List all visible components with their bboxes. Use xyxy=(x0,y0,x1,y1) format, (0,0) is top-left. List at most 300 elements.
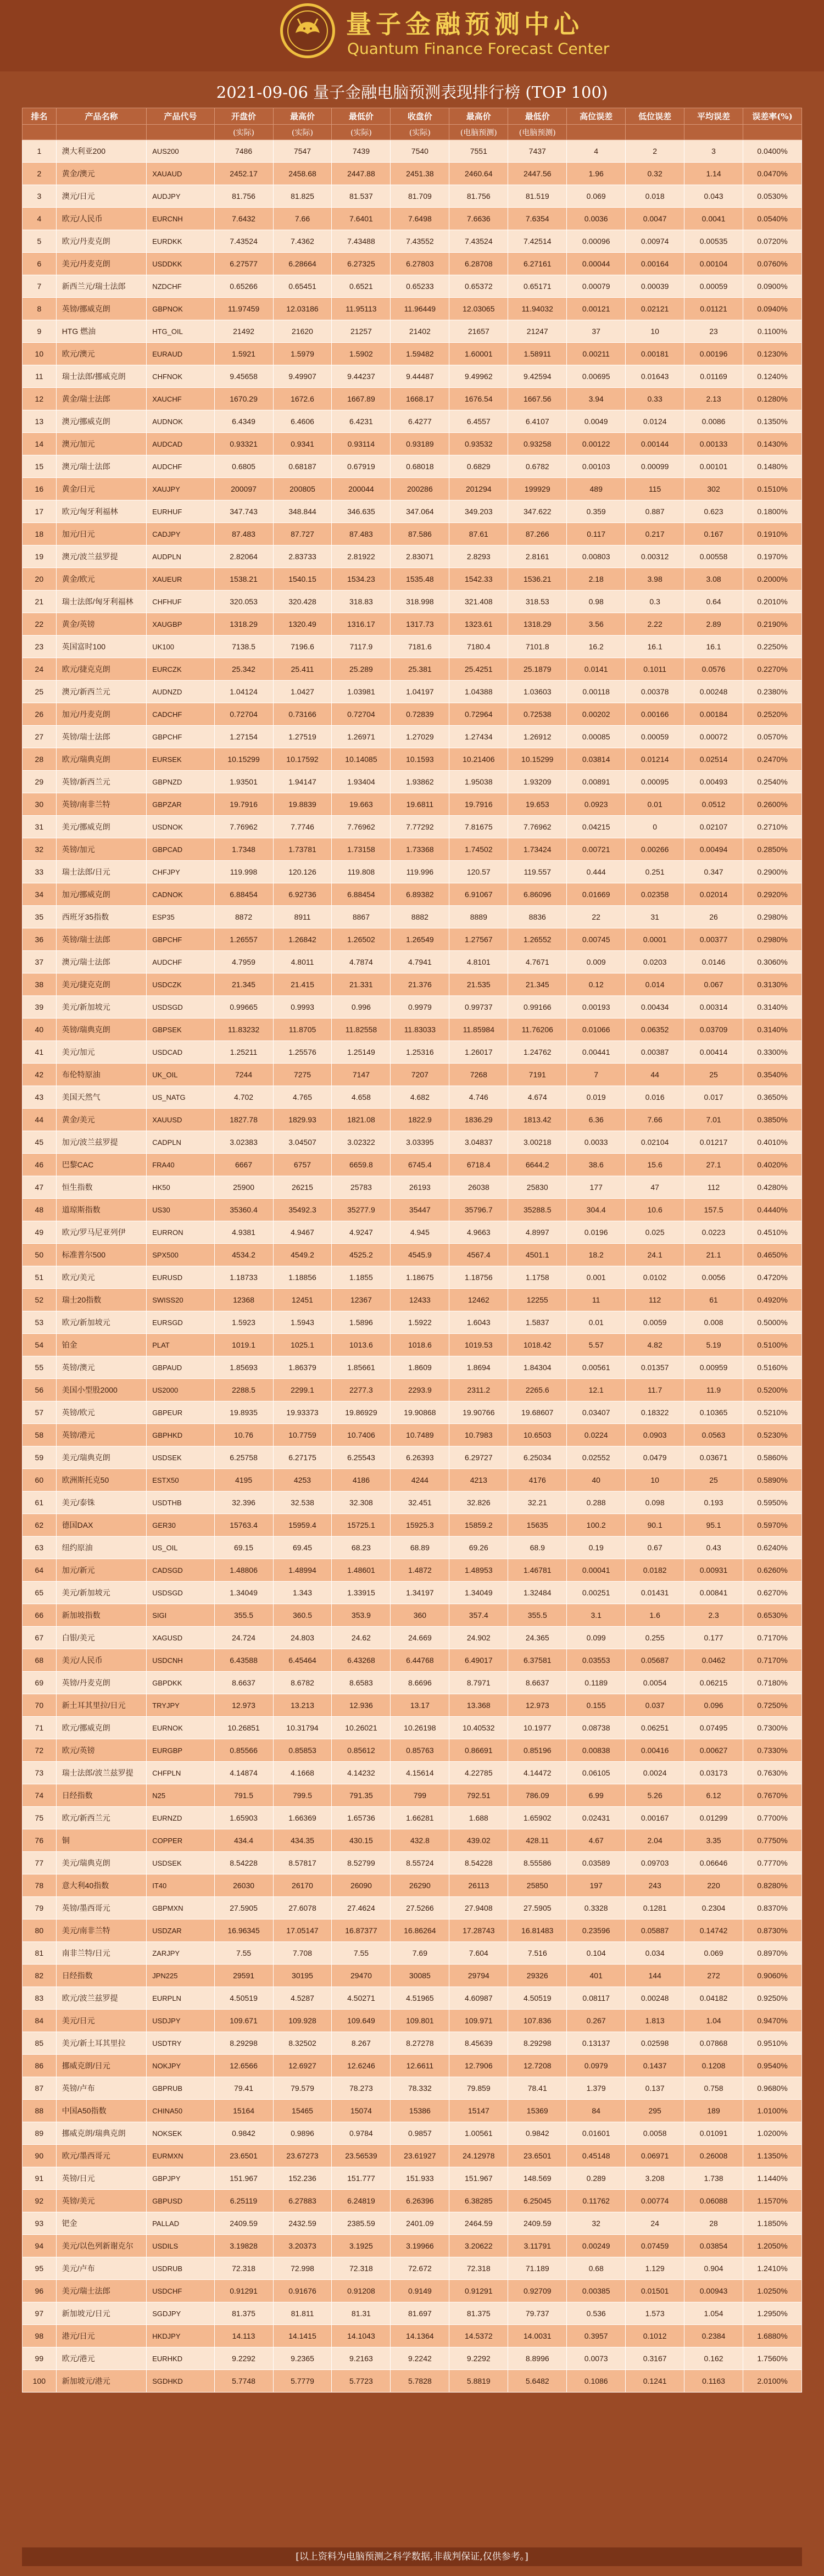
product-name-cell: 澳元/日元 xyxy=(56,185,147,208)
high-error-cell: 0.104 xyxy=(567,1942,626,1965)
high-price-cell: 1.18856 xyxy=(273,1266,332,1289)
forecast-high-cell: 69.26 xyxy=(449,1537,508,1559)
low-error-cell: 24.1 xyxy=(626,1244,684,1266)
table-row xyxy=(23,2055,802,2077)
low-price-cell: 1013.6 xyxy=(332,1334,391,1356)
high-price-cell: 13.213 xyxy=(273,1694,332,1717)
low-error-cell: 0.00095 xyxy=(626,771,684,793)
forecast-high-cell: 6.38285 xyxy=(449,2190,508,2212)
table-row xyxy=(23,1897,802,1920)
forecast-high-cell: 87.61 xyxy=(449,523,508,546)
table-row xyxy=(23,2235,802,2257)
avg-error-cell: 0.00184 xyxy=(684,703,743,726)
open-price-cell: 347.743 xyxy=(214,500,273,523)
column-header: 低位误差 xyxy=(626,108,684,125)
product-code-cell: NOKJPY xyxy=(147,2055,214,2077)
open-price-cell: 6.43588 xyxy=(214,1649,273,1672)
high-error-cell: 4 xyxy=(567,140,626,163)
avg-error-cell: 0.02514 xyxy=(684,748,743,771)
avg-error-cell: 0.1208 xyxy=(684,2055,743,2077)
avg-error-cell: 0.07868 xyxy=(684,2032,743,2055)
error-rate-cell: 0.3140% xyxy=(743,1019,802,1041)
high-price-cell: 21620 xyxy=(273,320,332,343)
low-error-cell: 10.6 xyxy=(626,1199,684,1221)
rank-cell: 59 xyxy=(23,1446,57,1469)
avg-error-cell: 0.14742 xyxy=(684,1920,743,1942)
forecast-low-cell: 0.9842 xyxy=(508,2122,567,2145)
low-error-cell: 0.18322 xyxy=(626,1401,684,1424)
table-row xyxy=(23,1739,802,1762)
avg-error-cell: 25 xyxy=(684,1064,743,1086)
table-row xyxy=(23,568,802,591)
close-price-cell: 799 xyxy=(391,1784,449,1807)
avg-error-cell: 0.0563 xyxy=(684,1424,743,1446)
open-price-cell: 320.053 xyxy=(214,591,273,613)
product-code-cell: SGDHKD xyxy=(147,2370,214,2393)
product-name-cell: 澳元/挪威克朗 xyxy=(56,410,147,433)
avg-error-cell: 0.0056 xyxy=(684,1266,743,1289)
table-row xyxy=(23,2280,802,2302)
product-name-cell: 美元/人民币 xyxy=(56,1649,147,1672)
high-error-cell: 0.01601 xyxy=(567,2122,626,2145)
low-error-cell: 2.04 xyxy=(626,1829,684,1852)
forecast-high-cell: 4.9663 xyxy=(449,1221,508,1244)
high-price-cell: 1540.15 xyxy=(273,568,332,591)
product-code-cell: GBPCAD xyxy=(147,838,214,861)
product-name-cell: 英镑/欧元 xyxy=(56,1401,147,1424)
rank-cell: 43 xyxy=(23,1086,57,1109)
high-error-cell: 32 xyxy=(567,2212,626,2235)
low-error-cell: 0.06251 xyxy=(626,1717,684,1739)
avg-error-cell: 28 xyxy=(684,2212,743,2235)
close-price-cell: 9.2242 xyxy=(391,2347,449,2370)
forecast-low-cell: 15369 xyxy=(508,2100,567,2122)
rank-cell: 70 xyxy=(23,1694,57,1717)
avg-error-cell: 0.0086 xyxy=(684,410,743,433)
rank-cell: 23 xyxy=(23,636,57,658)
low-error-cell: 0.00974 xyxy=(626,230,684,253)
high-price-cell: 4.9467 xyxy=(273,1221,332,1244)
forecast-high-cell: 6.28708 xyxy=(449,253,508,275)
error-rate-cell: 0.1910% xyxy=(743,523,802,546)
product-code-cell: TRYJPY xyxy=(147,1694,214,1717)
low-price-cell: 353.9 xyxy=(332,1604,391,1627)
high-error-cell: 0.00202 xyxy=(567,703,626,726)
high-price-cell: 1.25576 xyxy=(273,1041,332,1064)
low-error-cell: 0.00059 xyxy=(626,726,684,748)
avg-error-cell: 0.00931 xyxy=(684,1559,743,1582)
forecast-high-cell: 2311.2 xyxy=(449,1379,508,1401)
rank-cell: 53 xyxy=(23,1311,57,1334)
rank-cell: 34 xyxy=(23,883,57,906)
forecast-high-cell: 1.18756 xyxy=(449,1266,508,1289)
close-price-cell: 10.26198 xyxy=(391,1717,449,1739)
forecast-high-cell: 7.43524 xyxy=(449,230,508,253)
close-price-cell: 81.697 xyxy=(391,2302,449,2325)
avg-error-cell: 0.01217 xyxy=(684,1131,743,1154)
product-code-cell: UK100 xyxy=(147,636,214,658)
error-rate-cell: 0.5230% xyxy=(743,1424,802,1446)
close-price-cell: 2293.9 xyxy=(391,1379,449,1401)
close-price-cell: 19.6811 xyxy=(391,793,449,816)
product-name-cell: 挪威克朗/瑞典克朗 xyxy=(56,2122,147,2145)
logo xyxy=(280,3,335,58)
forecast-low-cell: 7191 xyxy=(508,1064,567,1086)
avg-error-cell: 0.00104 xyxy=(684,253,743,275)
forecast-low-cell: 355.5 xyxy=(508,1604,567,1627)
high-price-cell: 8911 xyxy=(273,906,332,928)
error-rate-cell: 1.1570% xyxy=(743,2190,802,2212)
rank-cell: 64 xyxy=(23,1559,57,1582)
avg-error-cell: 0.06215 xyxy=(684,1672,743,1694)
high-error-cell: 0.0036 xyxy=(567,208,626,230)
high-error-cell: 0.0033 xyxy=(567,1131,626,1154)
table-row xyxy=(23,163,802,185)
table-row xyxy=(23,298,802,320)
table-row xyxy=(23,906,802,928)
close-price-cell: 9.44487 xyxy=(391,365,449,388)
low-price-cell: 7.43488 xyxy=(332,230,391,253)
avg-error-cell: 27.1 xyxy=(684,1154,743,1176)
low-price-cell: 21.331 xyxy=(332,973,391,996)
close-price-cell: 1.73368 xyxy=(391,838,449,861)
low-price-cell: 87.483 xyxy=(332,523,391,546)
forecast-low-cell: 0.65171 xyxy=(508,275,567,298)
product-code-cell: USDCNH xyxy=(147,1649,214,1672)
forecast-low-cell: 35288.5 xyxy=(508,1199,567,1221)
low-error-cell: 0.251 xyxy=(626,861,684,883)
high-price-cell: 35492.3 xyxy=(273,1199,332,1221)
forecast-high-cell: 27.9408 xyxy=(449,1897,508,1920)
low-price-cell: 26090 xyxy=(332,1874,391,1897)
error-rate-cell: 0.4440% xyxy=(743,1199,802,1221)
product-name-cell: 加元/新元 xyxy=(56,1559,147,1582)
product-name-cell: 英镑/挪威克朗 xyxy=(56,298,147,320)
open-price-cell: 25.342 xyxy=(214,658,273,681)
table-row xyxy=(23,1762,802,1784)
high-price-cell: 3.20373 xyxy=(273,2235,332,2257)
low-error-cell: 1.573 xyxy=(626,2302,684,2325)
low-error-cell: 0.00434 xyxy=(626,996,684,1019)
table-row xyxy=(23,365,802,388)
high-error-cell: 0.3957 xyxy=(567,2325,626,2347)
avg-error-cell: 220 xyxy=(684,1874,743,1897)
forecast-high-cell: 357.4 xyxy=(449,1604,508,1627)
product-code-cell: ESP35 xyxy=(147,906,214,928)
forecast-low-cell: 0.72538 xyxy=(508,703,567,726)
product-name-cell: 美元/日元 xyxy=(56,2010,147,2032)
close-price-cell: 1.26549 xyxy=(391,928,449,951)
forecast-high-cell: 21657 xyxy=(449,320,508,343)
error-rate-cell: 0.6270% xyxy=(743,1582,802,1604)
forecast-low-cell: 2.8161 xyxy=(508,546,567,568)
rank-cell: 77 xyxy=(23,1852,57,1874)
low-price-cell: 1.1855 xyxy=(332,1266,391,1289)
product-code-cell: GBPHKD xyxy=(147,1424,214,1446)
low-error-cell: 0.06971 xyxy=(626,2145,684,2167)
error-rate-cell: 0.1510% xyxy=(743,478,802,500)
forecast-low-cell: 15635 xyxy=(508,1514,567,1537)
rank-cell: 7 xyxy=(23,275,57,298)
error-rate-cell: 0.5890% xyxy=(743,1469,802,1492)
forecast-low-cell: 6.37581 xyxy=(508,1649,567,1672)
close-price-cell: 1.34197 xyxy=(391,1582,449,1604)
forecast-high-cell: 72.318 xyxy=(449,2257,508,2280)
forecast-low-cell: 9.42594 xyxy=(508,365,567,388)
close-price-cell: 4545.9 xyxy=(391,1244,449,1266)
rank-cell: 90 xyxy=(23,2145,57,2167)
low-price-cell: 4186 xyxy=(332,1469,391,1492)
column-header: 最低价 xyxy=(332,108,391,125)
rank-cell: 93 xyxy=(23,2212,57,2235)
product-code-cell: EURUSD xyxy=(147,1266,214,1289)
close-price-cell: 87.586 xyxy=(391,523,449,546)
close-price-cell: 1.59482 xyxy=(391,343,449,365)
product-name-cell: 新西兰元/瑞士法郎 xyxy=(56,275,147,298)
rank-cell: 74 xyxy=(23,1784,57,1807)
high-price-cell: 1672.6 xyxy=(273,388,332,410)
column-header: 产品代号 xyxy=(147,108,214,125)
product-name-cell: 瑞士20指数 xyxy=(56,1289,147,1311)
product-name-cell: 澳元/新西兰元 xyxy=(56,681,147,703)
product-name-cell: HTG 燃油 xyxy=(56,320,147,343)
forecast-high-cell: 15147 xyxy=(449,2100,508,2122)
high-price-cell: 0.9341 xyxy=(273,433,332,455)
table-row xyxy=(23,455,802,478)
avg-error-cell: 26 xyxy=(684,906,743,928)
product-name-cell: 美元/卢布 xyxy=(56,2257,147,2280)
high-price-cell: 8.32502 xyxy=(273,2032,332,2055)
high-error-cell: 0.00122 xyxy=(567,433,626,455)
forecast-low-cell: 7.76962 xyxy=(508,816,567,838)
avg-error-cell: 0.00101 xyxy=(684,455,743,478)
low-price-cell: 9.44237 xyxy=(332,365,391,388)
open-price-cell: 6.88454 xyxy=(214,883,273,906)
rank-cell: 45 xyxy=(23,1131,57,1154)
table-row xyxy=(23,1221,802,1244)
low-price-cell: 791.35 xyxy=(332,1784,391,1807)
product-name-cell: 美国天然气 xyxy=(56,1086,147,1109)
table-row xyxy=(23,500,802,523)
error-rate-cell: 0.1280% xyxy=(743,388,802,410)
avg-error-cell: 0.2384 xyxy=(684,2325,743,2347)
rank-cell: 96 xyxy=(23,2280,57,2302)
open-price-cell: 69.15 xyxy=(214,1537,273,1559)
forecast-high-cell: 7.6636 xyxy=(449,208,508,230)
table-row xyxy=(23,748,802,771)
error-rate-cell: 0.0940% xyxy=(743,298,802,320)
product-name-cell: 日经指数 xyxy=(56,1965,147,1987)
low-error-cell: 0.137 xyxy=(626,2077,684,2100)
table-row xyxy=(23,2325,802,2347)
rank-cell: 19 xyxy=(23,546,57,568)
open-price-cell: 7486 xyxy=(214,140,273,163)
high-error-cell: 0.0049 xyxy=(567,410,626,433)
low-error-cell: 0.05887 xyxy=(626,1920,684,1942)
error-rate-cell: 0.3300% xyxy=(743,1041,802,1064)
low-price-cell: 10.26021 xyxy=(332,1717,391,1739)
open-price-cell: 8872 xyxy=(214,906,273,928)
low-error-cell: 0.02121 xyxy=(626,298,684,320)
product-code-cell: GBPCHF xyxy=(147,726,214,748)
low-price-cell: 7439 xyxy=(332,140,391,163)
high-error-cell: 0.02431 xyxy=(567,1807,626,1829)
open-price-cell: 791.5 xyxy=(214,1784,273,1807)
product-code-cell: USDILS xyxy=(147,2235,214,2257)
rank-cell: 81 xyxy=(23,1942,57,1965)
product-code-cell: USDCHF xyxy=(147,2280,214,2302)
open-price-cell: 1.7348 xyxy=(214,838,273,861)
error-rate-cell: 0.5100% xyxy=(743,1334,802,1356)
forecast-low-cell: 199929 xyxy=(508,478,567,500)
error-rate-cell: 0.1350% xyxy=(743,410,802,433)
low-error-cell: 15.6 xyxy=(626,1154,684,1176)
rank-cell: 54 xyxy=(23,1334,57,1356)
open-price-cell: 4.7959 xyxy=(214,951,273,973)
high-error-cell: 0.099 xyxy=(567,1627,626,1649)
forecast-high-cell: 4213 xyxy=(449,1469,508,1492)
rank-cell: 98 xyxy=(23,2325,57,2347)
product-code-cell: NOKSEK xyxy=(147,2122,214,2145)
low-error-cell: 0.01431 xyxy=(626,1582,684,1604)
error-rate-cell: 0.8280% xyxy=(743,1874,802,1897)
low-error-cell: 0.098 xyxy=(626,1492,684,1514)
close-price-cell: 6.27803 xyxy=(391,253,449,275)
table-row xyxy=(23,388,802,410)
close-price-cell: 0.85763 xyxy=(391,1739,449,1762)
high-price-cell: 1.94147 xyxy=(273,771,332,793)
avg-error-cell: 0.00494 xyxy=(684,838,743,861)
open-price-cell: 0.9842 xyxy=(214,2122,273,2145)
forecast-low-cell: 4.14472 xyxy=(508,1762,567,1784)
product-name-cell: 欧元/新加坡元 xyxy=(56,1311,147,1334)
error-rate-cell: 0.1430% xyxy=(743,433,802,455)
avg-error-cell: 189 xyxy=(684,2100,743,2122)
forecast-low-cell: 4.50519 xyxy=(508,1987,567,2010)
product-code-cell: EURNZD xyxy=(147,1807,214,1829)
error-rate-cell: 0.2000% xyxy=(743,568,802,591)
product-name-cell: 西班牙35指数 xyxy=(56,906,147,928)
product-name-cell: 澳大利亚200 xyxy=(56,140,147,163)
close-price-cell: 1.04197 xyxy=(391,681,449,703)
high-price-cell: 81.811 xyxy=(273,2302,332,2325)
high-price-cell: 9.49907 xyxy=(273,365,332,388)
low-price-cell: 1534.23 xyxy=(332,568,391,591)
open-price-cell: 3.02383 xyxy=(214,1131,273,1154)
table-row xyxy=(23,2077,802,2100)
avg-error-cell: 0.00535 xyxy=(684,230,743,253)
forecast-low-cell: 1318.29 xyxy=(508,613,567,636)
forecast-high-cell: 8.54228 xyxy=(449,1852,508,1874)
table-subheader-row xyxy=(23,125,802,140)
low-price-cell: 12367 xyxy=(332,1289,391,1311)
low-price-cell: 6659.8 xyxy=(332,1154,391,1176)
product-name-cell: 欧元/澳元 xyxy=(56,343,147,365)
rank-cell: 65 xyxy=(23,1582,57,1604)
product-code-cell: PLAT xyxy=(147,1334,214,1356)
high-error-cell: 0.00251 xyxy=(567,1582,626,1604)
error-rate-cell: 0.2270% xyxy=(743,658,802,681)
error-rate-cell: 0.2980% xyxy=(743,906,802,928)
table-row xyxy=(23,1627,802,1649)
low-error-cell: 0.00039 xyxy=(626,275,684,298)
product-code-cell: AUDNZD xyxy=(147,681,214,703)
forecast-low-cell: 148.569 xyxy=(508,2167,567,2190)
product-code-cell: XAUEUR xyxy=(147,568,214,591)
avg-error-cell: 2.89 xyxy=(684,613,743,636)
forecast-high-cell: 8.7971 xyxy=(449,1672,508,1694)
high-price-cell: 1.73781 xyxy=(273,838,332,861)
rank-cell: 2 xyxy=(23,163,57,185)
forecast-high-cell: 439.02 xyxy=(449,1829,508,1852)
close-price-cell: 23.61927 xyxy=(391,2145,449,2167)
product-name-cell: 瑞士法郎/日元 xyxy=(56,861,147,883)
error-rate-cell: 0.3540% xyxy=(743,1064,802,1086)
product-name-cell: 英镑/新西兰元 xyxy=(56,771,147,793)
product-name-cell: 黄金/欧元 xyxy=(56,568,147,591)
error-rate-cell: 0.1230% xyxy=(743,343,802,365)
high-error-cell: 0.00838 xyxy=(567,1739,626,1762)
rank-cell: 33 xyxy=(23,861,57,883)
rank-cell: 51 xyxy=(23,1266,57,1289)
close-price-cell: 1668.17 xyxy=(391,388,449,410)
close-price-cell: 7.6498 xyxy=(391,208,449,230)
table-row xyxy=(23,320,802,343)
close-price-cell: 347.064 xyxy=(391,500,449,523)
open-price-cell: 14.113 xyxy=(214,2325,273,2347)
table-row xyxy=(23,230,802,253)
low-error-cell: 0.3 xyxy=(626,591,684,613)
forecast-high-cell: 1.74502 xyxy=(449,838,508,861)
error-rate-cell: 0.3140% xyxy=(743,996,802,1019)
close-price-cell: 78.332 xyxy=(391,2077,449,2100)
avg-error-cell: 0.177 xyxy=(684,1627,743,1649)
column-header: 最高价 xyxy=(273,108,332,125)
low-error-cell: 0.01214 xyxy=(626,748,684,771)
close-price-cell: 1018.6 xyxy=(391,1334,449,1356)
product-name-cell: 欧元/人民币 xyxy=(56,208,147,230)
open-price-cell: 79.41 xyxy=(214,2077,273,2100)
forecast-high-cell: 0.91291 xyxy=(449,2280,508,2302)
column-header: 产品名称 xyxy=(56,108,147,125)
error-rate-cell: 0.0900% xyxy=(743,275,802,298)
product-code-cell: GBPSEK xyxy=(147,1019,214,1041)
avg-error-cell: 23 xyxy=(684,320,743,343)
open-price-cell: 2.82064 xyxy=(214,546,273,568)
avg-error-cell: 0.01299 xyxy=(684,1807,743,1829)
forecast-high-cell: 19.90766 xyxy=(449,1401,508,1424)
forecast-low-cell: 5.6482 xyxy=(508,2370,567,2393)
high-error-cell: 0.288 xyxy=(567,1492,626,1514)
high-error-cell: 304.4 xyxy=(567,1199,626,1221)
high-price-cell: 799.5 xyxy=(273,1784,332,1807)
forecast-low-cell: 318.53 xyxy=(508,591,567,613)
high-price-cell: 6.92736 xyxy=(273,883,332,906)
avg-error-cell: 0.2304 xyxy=(684,1897,743,1920)
open-price-cell: 26030 xyxy=(214,1874,273,1897)
rank-cell: 55 xyxy=(23,1356,57,1379)
high-price-cell: 152.236 xyxy=(273,2167,332,2190)
low-error-cell: 1.813 xyxy=(626,2010,684,2032)
close-price-cell: 1.27029 xyxy=(391,726,449,748)
product-code-cell: EURRON xyxy=(147,1221,214,1244)
close-price-cell: 68.89 xyxy=(391,1537,449,1559)
product-name-cell: 巴黎CAC xyxy=(56,1154,147,1176)
product-code-cell: SIGI xyxy=(147,1604,214,1627)
forecast-high-cell: 10.40532 xyxy=(449,1717,508,1739)
product-code-cell: EURHKD xyxy=(147,2347,214,2370)
rank-cell: 82 xyxy=(23,1965,57,1987)
